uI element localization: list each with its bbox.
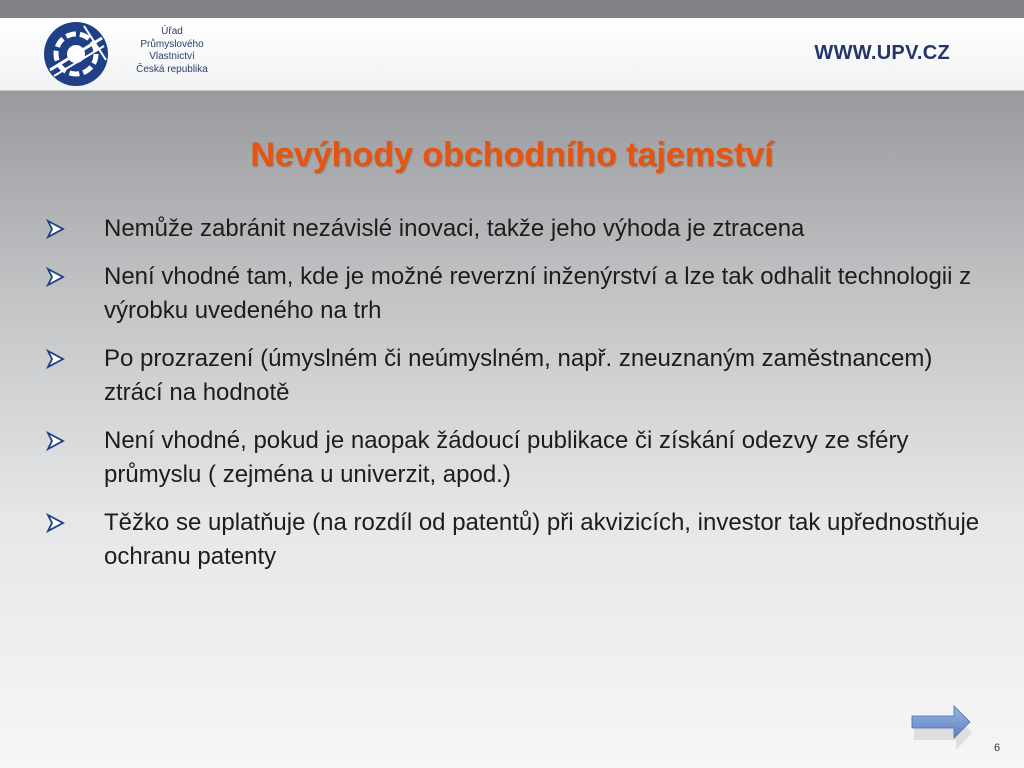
arrow-bullet-icon [44, 430, 66, 452]
bullet-item [44, 212, 984, 246]
bullet-text: Není vhodné tam, kde je možné reverzní inženýrství a lze tak odhalit technologii z výrobku uvedeného na trh [104, 263, 972, 324]
page-number: 6 [994, 742, 1001, 754]
website-url: WWW.UPV.CZ [814, 42, 950, 64]
bullet-list [44, 212, 984, 588]
slide-title: Nevýhody obchodního tajemství [250, 136, 774, 174]
top-bar [0, 0, 1024, 18]
bullet-text: Těžko se uplatňuje (na rozdíl od patentů) při akvizicích, investor tak upřednostňuje ochranu patenty [104, 509, 980, 570]
org-name [124, 26, 220, 76]
bullet-text: Nemůže zabránit nezávislé inovaci, takže jeho výhoda je ztracena [104, 215, 805, 242]
bullet-item [44, 506, 984, 574]
org-line: Česká republika [136, 63, 208, 75]
bullet-text: Není vhodné, pokud je naopak žádoucí publikace či získání odezvy ze sféry průmyslu ( zejména u univerzit, apod.) [104, 427, 909, 488]
bullet-text: Po prozrazení (úmyslném či neúmyslném, např. zneuznaným zaměstnancem) ztrácí na hodnotě [104, 345, 933, 406]
arrow-bullet-icon [44, 348, 66, 370]
org-line: Průmyslového [140, 38, 204, 50]
org-line: Úřad [161, 26, 183, 37]
org-line: Vlastnictví [149, 51, 195, 62]
next-slide-arrow-icon[interactable] [910, 704, 974, 752]
arrow-bullet-icon [44, 218, 66, 240]
header [0, 18, 1024, 91]
bullet-item [44, 342, 984, 410]
bullet-item [44, 424, 984, 492]
bullet-item [44, 260, 984, 328]
upv-logo-icon [40, 18, 112, 90]
arrow-bullet-icon [44, 512, 66, 534]
arrow-bullet-icon [44, 266, 66, 288]
